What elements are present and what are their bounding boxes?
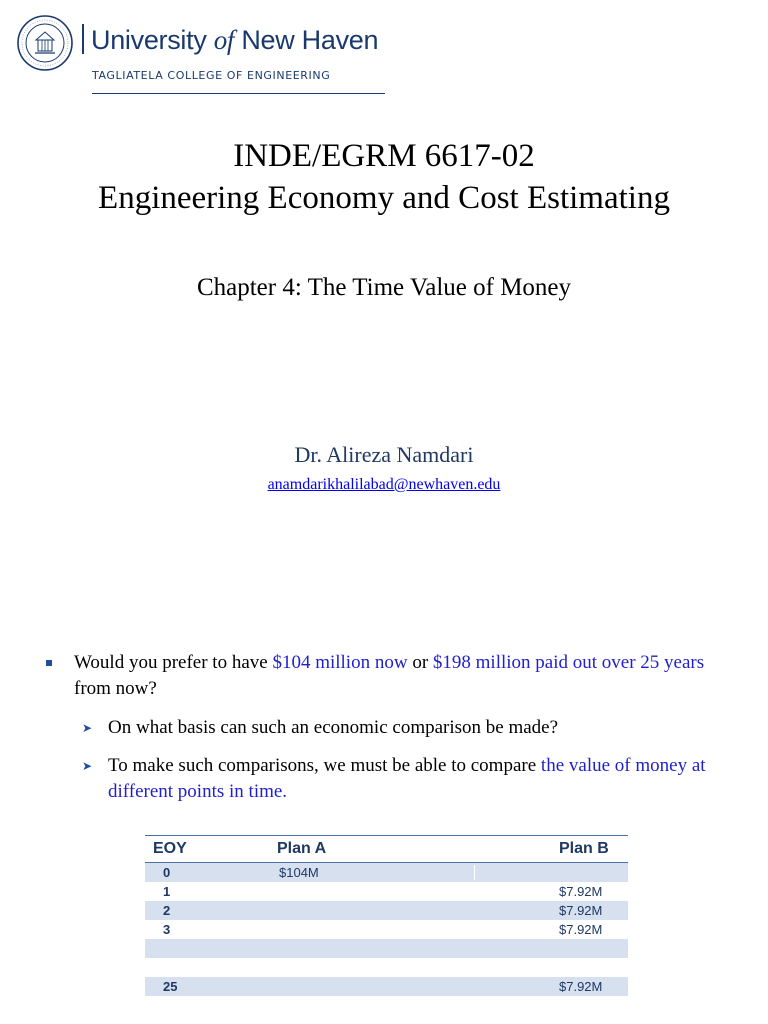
sub-bullet-1: ➤ On what basis can such an economic comparison be made? [82,715,712,741]
table-row: 1 $7.92M [163,884,603,899]
course-title: Engineering Economy and Cost Estimating [98,180,670,216]
table-row: 3 $7.92M [163,922,603,937]
chapter-title: Chapter 4: The Time Value of Money [196,274,572,301]
header-rule [92,93,385,94]
main-bullet-text: Would you prefer to have $104 million now or $198 million paid out over 25 years from now? [74,652,705,699]
author-email-link[interactable]: anamdarikhalilabad@newhaven.edu [267,476,501,493]
university-seal-icon [16,14,74,72]
sub-bullet-2: ➤ To make such comparisons, we must be able to compare the value of money at different points in time. [82,755,706,802]
header-eoy: EOY [153,840,187,857]
university-name: University of New Haven [91,25,379,55]
logo-divider [82,24,84,54]
content-slide [0,620,768,1024]
header-plan-b: Plan B [559,840,609,857]
table-row [145,958,628,977]
arrow-bullet-icon: ➤ [82,721,93,735]
table-row [145,939,628,958]
table-row: 2 $7.92M [145,901,628,920]
header-plan-a: Plan A [277,840,327,857]
arrow-bullet-icon: ➤ [82,759,93,773]
table-row: 25 $7.92M [145,977,628,996]
table-header [145,836,628,863]
cash-flow-table [145,835,628,996]
author-name: Dr. Alireza Namdari [294,442,474,467]
square-bullet-icon [46,660,52,666]
course-code: INDE/EGRM 6617-02 [233,138,535,174]
table-row: 0 $104M [145,863,628,882]
college-name: TAGLIATELA COLLEGE OF ENGINEERING [92,69,331,82]
main-bullet [46,650,716,702]
